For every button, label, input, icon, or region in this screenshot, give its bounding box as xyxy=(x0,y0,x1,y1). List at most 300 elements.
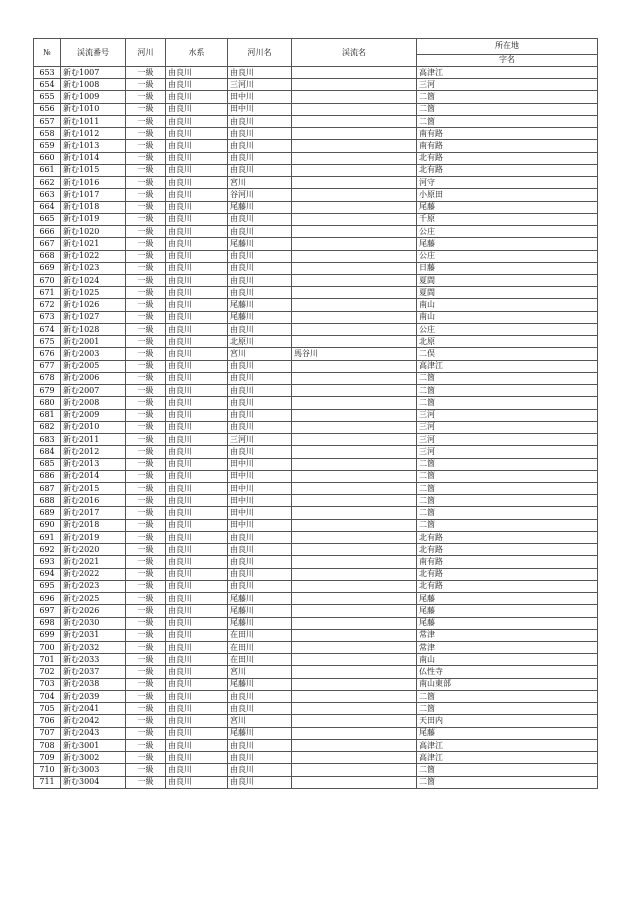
cell-aza: 三河 xyxy=(417,421,598,433)
table-row xyxy=(34,250,598,262)
cell-no: 680 xyxy=(34,397,61,409)
cell-no: 658 xyxy=(34,128,61,140)
cell-no: 656 xyxy=(34,103,61,115)
cell-river-class: 一級 xyxy=(126,201,166,213)
cell-stream-name xyxy=(292,507,417,519)
table-row xyxy=(34,336,598,348)
cell-water-system: 由良川 xyxy=(166,115,228,127)
cell-river-name: 田中川 xyxy=(228,519,292,531)
table-row xyxy=(34,274,598,286)
cell-water-system: 由良川 xyxy=(166,617,228,629)
cell-river-class: 一級 xyxy=(126,299,166,311)
cell-river-class: 一級 xyxy=(126,311,166,323)
cell-water-system: 由良川 xyxy=(166,776,228,788)
table-row xyxy=(34,238,598,250)
cell-river-class: 一級 xyxy=(126,262,166,274)
cell-river-name: 由良川 xyxy=(228,164,292,176)
cell-water-system: 由良川 xyxy=(166,103,228,115)
cell-stream-number: 新む2006 xyxy=(61,372,126,384)
cell-no: 668 xyxy=(34,250,61,262)
cell-stream-name xyxy=(292,311,417,323)
cell-aza: 二俣 xyxy=(417,348,598,360)
cell-stream-number: 新む2005 xyxy=(61,360,126,372)
cell-river-name: 田中川 xyxy=(228,103,292,115)
cell-river-class: 一級 xyxy=(126,226,166,238)
header-location: 所在地 xyxy=(417,39,598,55)
cell-river-name: 由良川 xyxy=(228,67,292,79)
cell-stream-name xyxy=(292,360,417,372)
cell-river-name: 由良川 xyxy=(228,764,292,776)
cell-water-system: 由良川 xyxy=(166,409,228,421)
cell-no: 691 xyxy=(34,531,61,543)
cell-river-name: 由良川 xyxy=(228,262,292,274)
cell-water-system: 由良川 xyxy=(166,739,228,751)
cell-river-class: 一級 xyxy=(126,739,166,751)
cell-stream-name xyxy=(292,593,417,605)
table-row xyxy=(34,703,598,715)
cell-stream-name xyxy=(292,79,417,91)
cell-no: 653 xyxy=(34,67,61,79)
cell-river-class: 一級 xyxy=(126,458,166,470)
cell-aza: 南山 xyxy=(417,311,598,323)
cell-aza: 二箇 xyxy=(417,385,598,397)
cell-aza: 北有路 xyxy=(417,152,598,164)
cell-aza: 二箇 xyxy=(417,776,598,788)
cell-river-name: 由良川 xyxy=(228,397,292,409)
cell-river-name: 三河川 xyxy=(228,434,292,446)
cell-aza: 南山東部 xyxy=(417,678,598,690)
cell-stream-name xyxy=(292,287,417,299)
cell-river-class: 一級 xyxy=(126,409,166,421)
cell-stream-number: 新む2008 xyxy=(61,397,126,409)
cell-river-class: 一級 xyxy=(126,544,166,556)
table-row xyxy=(34,446,598,458)
cell-no: 678 xyxy=(34,372,61,384)
cell-no: 670 xyxy=(34,274,61,286)
table-row xyxy=(34,531,598,543)
cell-stream-number: 新む2013 xyxy=(61,458,126,470)
cell-no: 681 xyxy=(34,409,61,421)
cell-river-class: 一級 xyxy=(126,470,166,482)
cell-water-system: 由良川 xyxy=(166,274,228,286)
cell-no: 703 xyxy=(34,678,61,690)
cell-river-name: 在田川 xyxy=(228,642,292,654)
cell-no: 706 xyxy=(34,715,61,727)
cell-stream-name xyxy=(292,764,417,776)
cell-river-name: 田中川 xyxy=(228,495,292,507)
cell-river-name: 宮川 xyxy=(228,348,292,360)
cell-stream-name xyxy=(292,67,417,79)
cell-stream-number: 新む1027 xyxy=(61,311,126,323)
cell-river-name: 尾藤川 xyxy=(228,617,292,629)
cell-river-class: 一級 xyxy=(126,164,166,176)
cell-aza: 高津江 xyxy=(417,739,598,751)
table-row xyxy=(34,140,598,152)
table-row xyxy=(34,360,598,372)
cell-stream-name xyxy=(292,299,417,311)
cell-no: 704 xyxy=(34,690,61,702)
header-stream-number: 渓流番号 xyxy=(61,39,126,67)
cell-no: 660 xyxy=(34,152,61,164)
cell-water-system: 由良川 xyxy=(166,703,228,715)
cell-water-system: 由良川 xyxy=(166,727,228,739)
cell-stream-number: 新む2021 xyxy=(61,556,126,568)
cell-water-system: 由良川 xyxy=(166,177,228,189)
cell-river-name: 由良川 xyxy=(228,213,292,225)
cell-stream-number: 新む1009 xyxy=(61,91,126,103)
cell-aza: 尾藤 xyxy=(417,605,598,617)
table-row xyxy=(34,385,598,397)
cell-river-name: 谷河川 xyxy=(228,189,292,201)
cell-river-name: 由良川 xyxy=(228,580,292,592)
table-row xyxy=(34,323,598,335)
cell-river-class: 一級 xyxy=(126,177,166,189)
cell-river-name: 由良川 xyxy=(228,421,292,433)
cell-aza: 三河 xyxy=(417,434,598,446)
cell-aza: 二箇 xyxy=(417,519,598,531)
cell-no: 682 xyxy=(34,421,61,433)
table-row xyxy=(34,642,598,654)
cell-stream-number: 新む3001 xyxy=(61,739,126,751)
table-header xyxy=(34,39,598,67)
cell-stream-number: 新む2030 xyxy=(61,617,126,629)
cell-stream-name xyxy=(292,605,417,617)
cell-stream-name xyxy=(292,470,417,482)
table-row xyxy=(34,605,598,617)
cell-aza: 常津 xyxy=(417,642,598,654)
cell-water-system: 由良川 xyxy=(166,678,228,690)
table-row xyxy=(34,666,598,678)
cell-no: 709 xyxy=(34,752,61,764)
cell-river-name: 在田川 xyxy=(228,629,292,641)
cell-river-name: 由良川 xyxy=(228,226,292,238)
cell-stream-number: 新む1026 xyxy=(61,299,126,311)
cell-river-class: 一級 xyxy=(126,421,166,433)
cell-no: 692 xyxy=(34,544,61,556)
cell-no: 676 xyxy=(34,348,61,360)
cell-stream-name xyxy=(292,421,417,433)
cell-river-name: 由良川 xyxy=(228,140,292,152)
table-row xyxy=(34,67,598,79)
cell-river-class: 一級 xyxy=(126,79,166,91)
table-row xyxy=(34,776,598,788)
cell-stream-number: 新む1015 xyxy=(61,164,126,176)
cell-stream-name xyxy=(292,544,417,556)
cell-river-class: 一級 xyxy=(126,372,166,384)
cell-no: 698 xyxy=(34,617,61,629)
cell-stream-name: 馬谷川 xyxy=(292,348,417,360)
cell-aza: 常津 xyxy=(417,629,598,641)
cell-water-system: 由良川 xyxy=(166,323,228,335)
cell-stream-name xyxy=(292,336,417,348)
table-row xyxy=(34,164,598,176)
cell-aza: 公庄 xyxy=(417,323,598,335)
cell-aza: 日藤 xyxy=(417,262,598,274)
table-row xyxy=(34,458,598,470)
cell-water-system: 由良川 xyxy=(166,372,228,384)
cell-water-system: 由良川 xyxy=(166,91,228,103)
cell-stream-name xyxy=(292,177,417,189)
cell-river-name: 由良川 xyxy=(228,776,292,788)
cell-stream-number: 新む2016 xyxy=(61,495,126,507)
cell-stream-name xyxy=(292,115,417,127)
cell-river-class: 一級 xyxy=(126,593,166,605)
cell-no: 708 xyxy=(34,739,61,751)
table-row xyxy=(34,177,598,189)
cell-aza: 夏間 xyxy=(417,287,598,299)
cell-no: 659 xyxy=(34,140,61,152)
cell-water-system: 由良川 xyxy=(166,336,228,348)
cell-stream-name xyxy=(292,262,417,274)
cell-water-system: 由良川 xyxy=(166,189,228,201)
cell-water-system: 由良川 xyxy=(166,262,228,274)
cell-water-system: 由良川 xyxy=(166,495,228,507)
cell-stream-name xyxy=(292,128,417,140)
cell-river-class: 一級 xyxy=(126,764,166,776)
cell-stream-name xyxy=(292,752,417,764)
cell-river-name: 由良川 xyxy=(228,128,292,140)
cell-stream-name xyxy=(292,372,417,384)
cell-stream-number: 新む2003 xyxy=(61,348,126,360)
cell-river-name: 田中川 xyxy=(228,507,292,519)
cell-river-class: 一級 xyxy=(126,629,166,641)
cell-river-name: 由良川 xyxy=(228,250,292,262)
cell-river-class: 一級 xyxy=(126,189,166,201)
cell-water-system: 由良川 xyxy=(166,213,228,225)
cell-river-class: 一級 xyxy=(126,654,166,666)
table-row xyxy=(34,544,598,556)
header-stream-name: 渓流名 xyxy=(292,39,417,67)
cell-aza: 二箇 xyxy=(417,482,598,494)
header-river-class: 河川 xyxy=(126,39,166,67)
cell-water-system: 由良川 xyxy=(166,79,228,91)
cell-stream-name xyxy=(292,238,417,250)
cell-stream-number: 新む2012 xyxy=(61,446,126,458)
cell-water-system: 由良川 xyxy=(166,482,228,494)
table-row xyxy=(34,617,598,629)
cell-river-class: 一級 xyxy=(126,703,166,715)
cell-stream-number: 新む1021 xyxy=(61,238,126,250)
cell-water-system: 由良川 xyxy=(166,140,228,152)
table-row xyxy=(34,739,598,751)
cell-water-system: 由良川 xyxy=(166,385,228,397)
cell-aza: 尾藤 xyxy=(417,593,598,605)
table-row xyxy=(34,495,598,507)
cell-no: 686 xyxy=(34,470,61,482)
cell-water-system: 由良川 xyxy=(166,238,228,250)
table-row xyxy=(34,507,598,519)
cell-river-name: 由良川 xyxy=(228,360,292,372)
cell-river-class: 一級 xyxy=(126,238,166,250)
cell-river-name: 尾藤川 xyxy=(228,238,292,250)
cell-river-class: 一級 xyxy=(126,519,166,531)
table-row xyxy=(34,421,598,433)
cell-stream-number: 新む2031 xyxy=(61,629,126,641)
cell-stream-name xyxy=(292,629,417,641)
header-no: № xyxy=(34,39,61,67)
cell-aza: 南山 xyxy=(417,299,598,311)
cell-no: 689 xyxy=(34,507,61,519)
cell-river-class: 一級 xyxy=(126,690,166,702)
cell-river-class: 一級 xyxy=(126,115,166,127)
cell-aza: 二箇 xyxy=(417,103,598,115)
cell-river-class: 一級 xyxy=(126,91,166,103)
cell-stream-name xyxy=(292,617,417,629)
cell-aza: 尾藤 xyxy=(417,238,598,250)
cell-aza: 尾藤 xyxy=(417,617,598,629)
cell-stream-name xyxy=(292,739,417,751)
cell-no: 702 xyxy=(34,666,61,678)
cell-aza: 高津江 xyxy=(417,752,598,764)
cell-river-name: 宮川 xyxy=(228,715,292,727)
cell-aza: 二箇 xyxy=(417,115,598,127)
cell-no: 683 xyxy=(34,434,61,446)
table-row xyxy=(34,482,598,494)
cell-water-system: 由良川 xyxy=(166,507,228,519)
cell-stream-name xyxy=(292,164,417,176)
cell-stream-name xyxy=(292,690,417,702)
cell-aza: 仏性寺 xyxy=(417,666,598,678)
cell-water-system: 由良川 xyxy=(166,556,228,568)
table-row xyxy=(34,213,598,225)
cell-river-name: 宮川 xyxy=(228,177,292,189)
cell-stream-number: 新む2032 xyxy=(61,642,126,654)
cell-stream-name xyxy=(292,703,417,715)
cell-stream-number: 新む1013 xyxy=(61,140,126,152)
cell-stream-number: 新む1014 xyxy=(61,152,126,164)
cell-river-name: 由良川 xyxy=(228,703,292,715)
cell-river-name: 宮川 xyxy=(228,666,292,678)
cell-water-system: 由良川 xyxy=(166,348,228,360)
cell-river-class: 一級 xyxy=(126,531,166,543)
cell-river-class: 一級 xyxy=(126,715,166,727)
cell-stream-number: 新む3002 xyxy=(61,752,126,764)
cell-stream-number: 新む3003 xyxy=(61,764,126,776)
cell-river-name: 尾藤川 xyxy=(228,311,292,323)
cell-aza: 小原田 xyxy=(417,189,598,201)
cell-no: 710 xyxy=(34,764,61,776)
cell-aza: 二箇 xyxy=(417,397,598,409)
cell-river-name: 由良川 xyxy=(228,556,292,568)
cell-river-class: 一級 xyxy=(126,752,166,764)
cell-no: 667 xyxy=(34,238,61,250)
table-row xyxy=(34,397,598,409)
cell-water-system: 由良川 xyxy=(166,666,228,678)
cell-river-name: 由良川 xyxy=(228,752,292,764)
cell-stream-name xyxy=(292,409,417,421)
cell-stream-number: 新む1007 xyxy=(61,67,126,79)
cell-stream-name xyxy=(292,642,417,654)
cell-no: 662 xyxy=(34,177,61,189)
cell-stream-number: 新む1019 xyxy=(61,213,126,225)
cell-water-system: 由良川 xyxy=(166,421,228,433)
cell-river-class: 一級 xyxy=(126,495,166,507)
cell-river-name: 由良川 xyxy=(228,274,292,286)
cell-river-class: 一級 xyxy=(126,323,166,335)
cell-river-class: 一級 xyxy=(126,727,166,739)
cell-stream-number: 新む2038 xyxy=(61,678,126,690)
cell-no: 666 xyxy=(34,226,61,238)
cell-no: 669 xyxy=(34,262,61,274)
cell-aza: 南有路 xyxy=(417,128,598,140)
cell-river-class: 一級 xyxy=(126,556,166,568)
cell-river-name: 由良川 xyxy=(228,739,292,751)
cell-stream-name xyxy=(292,666,417,678)
cell-no: 711 xyxy=(34,776,61,788)
cell-no: 695 xyxy=(34,580,61,592)
cell-stream-name xyxy=(292,226,417,238)
cell-river-class: 一級 xyxy=(126,152,166,164)
cell-stream-number: 新む1022 xyxy=(61,250,126,262)
cell-water-system: 由良川 xyxy=(166,397,228,409)
cell-river-class: 一級 xyxy=(126,617,166,629)
cell-stream-number: 新む1028 xyxy=(61,323,126,335)
cell-stream-number: 新む2015 xyxy=(61,482,126,494)
cell-aza: 高津江 xyxy=(417,67,598,79)
cell-stream-number: 新む1017 xyxy=(61,189,126,201)
cell-water-system: 由良川 xyxy=(166,519,228,531)
cell-aza: 二箇 xyxy=(417,764,598,776)
cell-no: 677 xyxy=(34,360,61,372)
cell-aza: 北有路 xyxy=(417,568,598,580)
cell-aza: 尾藤 xyxy=(417,201,598,213)
cell-stream-number: 新む1010 xyxy=(61,103,126,115)
cell-aza: 三河 xyxy=(417,409,598,421)
cell-river-name: 由良川 xyxy=(228,544,292,556)
cell-stream-name xyxy=(292,385,417,397)
cell-stream-number: 新む2037 xyxy=(61,666,126,678)
cell-aza: 二箇 xyxy=(417,372,598,384)
cell-aza: 二箇 xyxy=(417,495,598,507)
cell-no: 699 xyxy=(34,629,61,641)
cell-river-class: 一級 xyxy=(126,213,166,225)
cell-stream-number: 新む2011 xyxy=(61,434,126,446)
cell-water-system: 由良川 xyxy=(166,201,228,213)
cell-river-name: 尾藤川 xyxy=(228,678,292,690)
table-row xyxy=(34,128,598,140)
cell-aza: 河守 xyxy=(417,177,598,189)
cell-river-class: 一級 xyxy=(126,274,166,286)
cell-water-system: 由良川 xyxy=(166,690,228,702)
table-row xyxy=(34,372,598,384)
cell-river-name: 由良川 xyxy=(228,115,292,127)
table-row xyxy=(34,79,598,91)
cell-river-class: 一級 xyxy=(126,605,166,617)
cell-no: 675 xyxy=(34,336,61,348)
table-row xyxy=(34,568,598,580)
cell-stream-name xyxy=(292,495,417,507)
cell-no: 673 xyxy=(34,311,61,323)
cell-river-name: 由良川 xyxy=(228,446,292,458)
cell-stream-number: 新む1016 xyxy=(61,177,126,189)
cell-stream-name xyxy=(292,531,417,543)
cell-stream-name xyxy=(292,654,417,666)
table-row xyxy=(34,727,598,739)
header-aza: 字名 xyxy=(417,54,598,67)
cell-river-name: 田中川 xyxy=(228,91,292,103)
cell-aza: 二箇 xyxy=(417,690,598,702)
cell-stream-number: 新む2009 xyxy=(61,409,126,421)
table-row xyxy=(34,470,598,482)
cell-no: 672 xyxy=(34,299,61,311)
cell-aza: 北原 xyxy=(417,336,598,348)
cell-river-name: 由良川 xyxy=(228,568,292,580)
cell-river-class: 一級 xyxy=(126,250,166,262)
cell-water-system: 由良川 xyxy=(166,593,228,605)
cell-stream-name xyxy=(292,458,417,470)
table-row xyxy=(34,201,598,213)
table-row xyxy=(34,226,598,238)
